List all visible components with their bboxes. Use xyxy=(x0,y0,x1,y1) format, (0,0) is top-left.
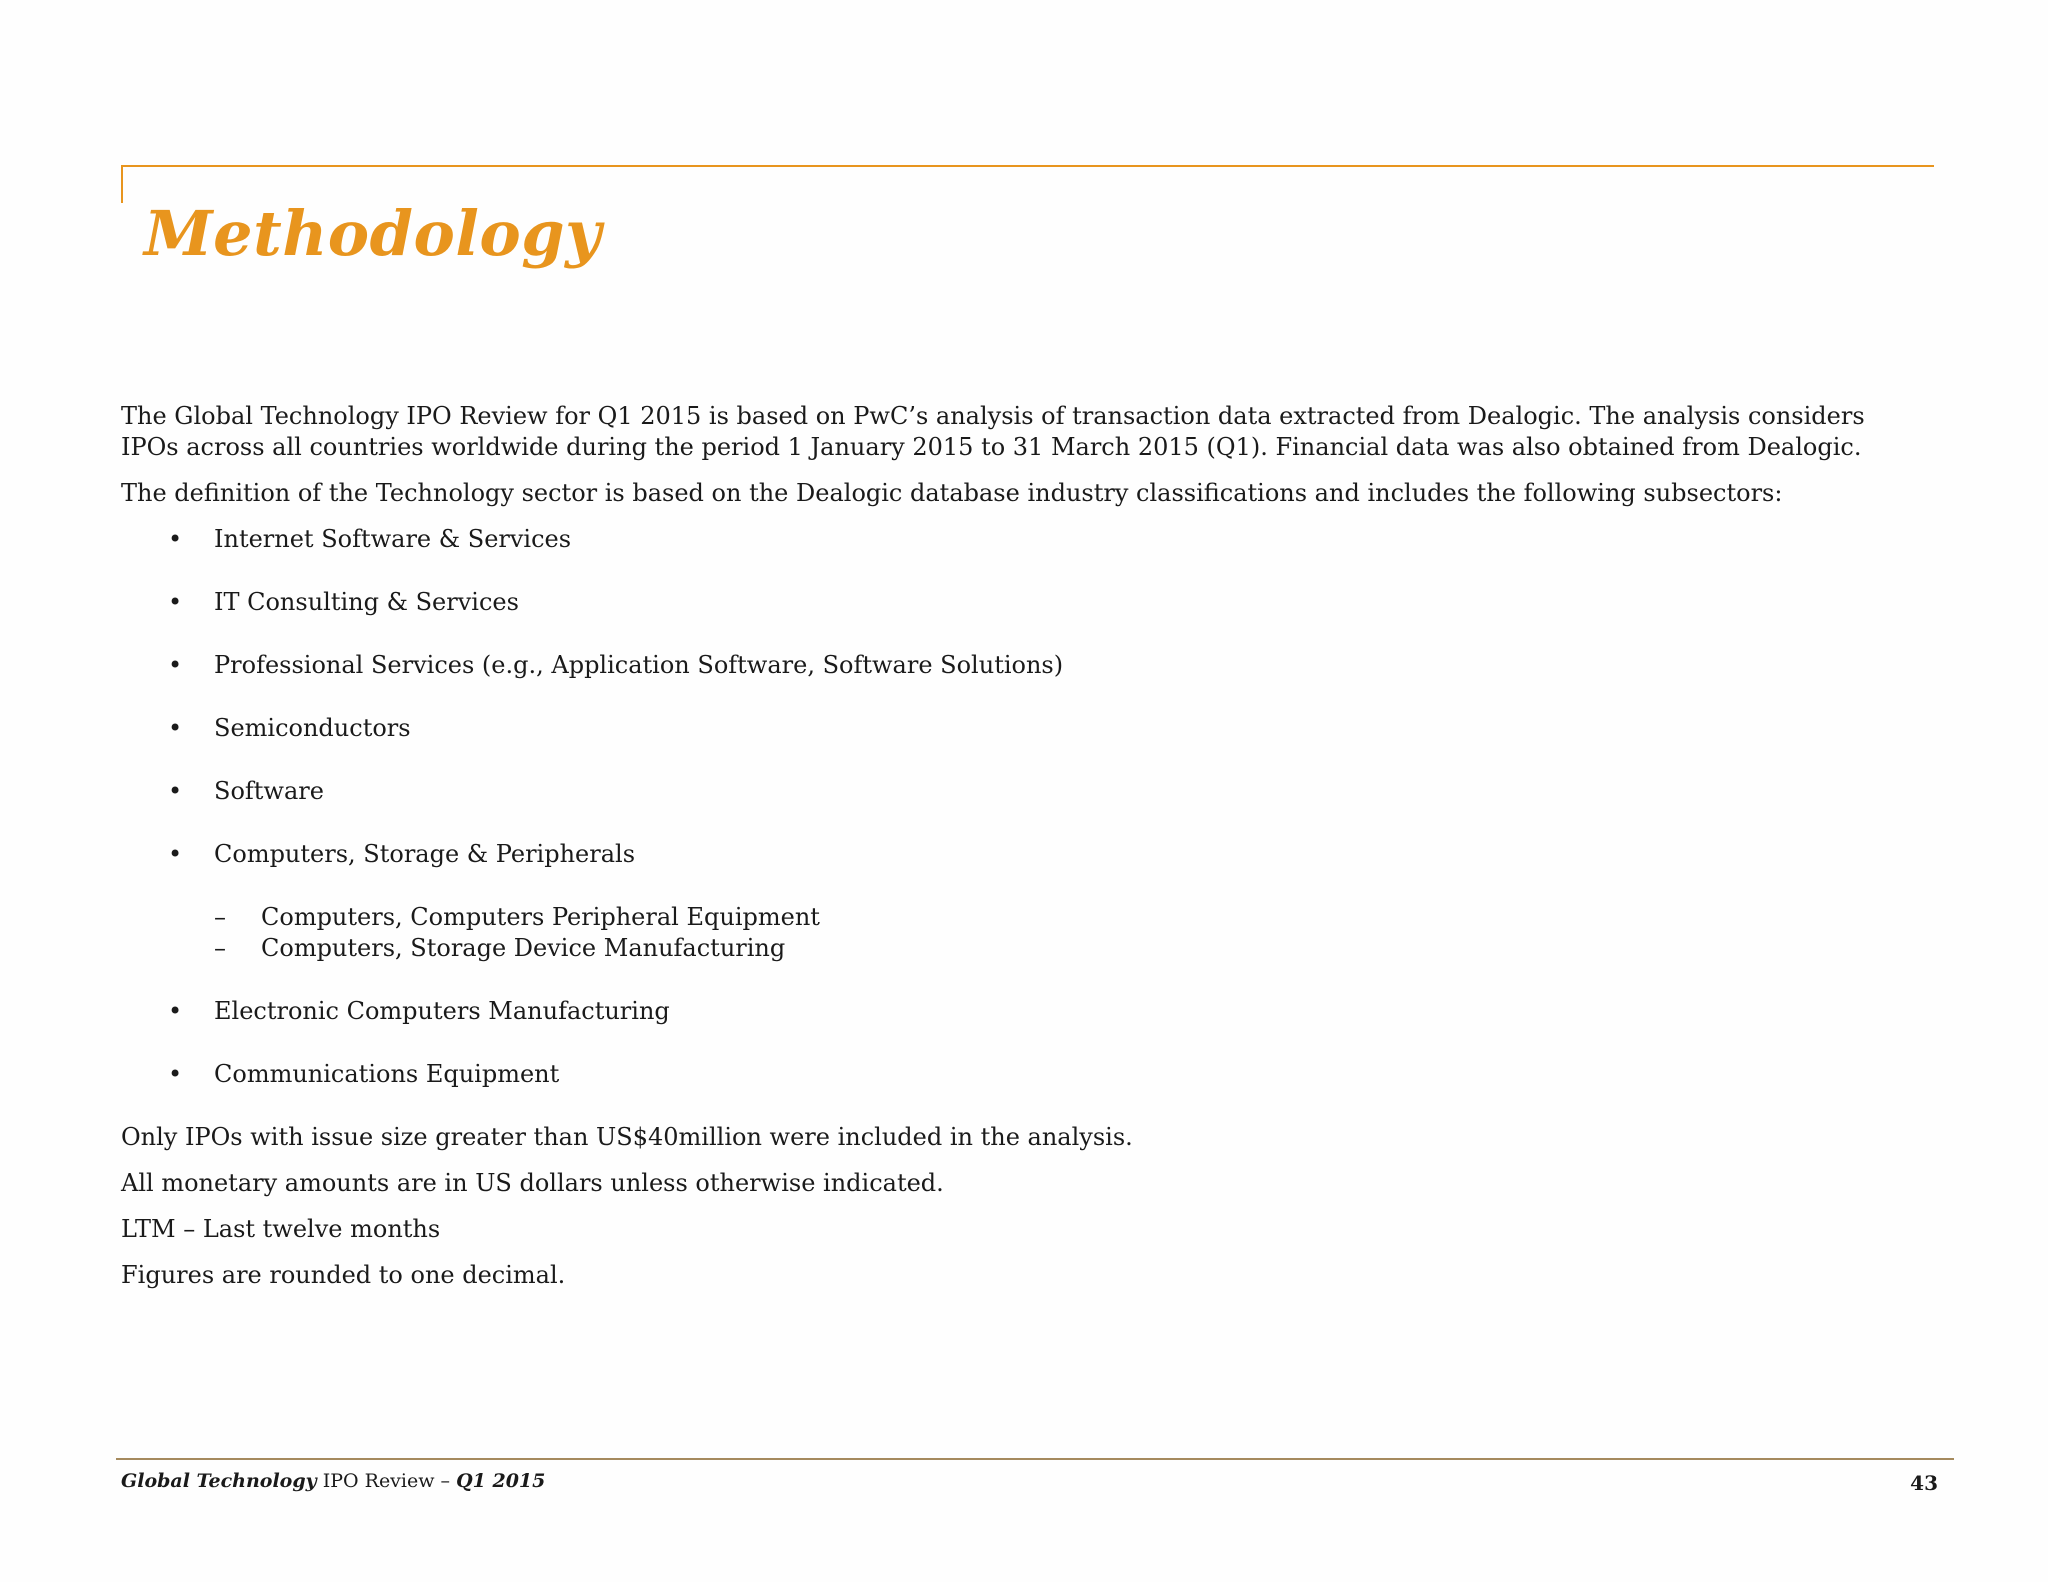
note-issue-size: Only IPOs with issue size greater than US$40million were included in the analysis. xyxy=(121,1123,1133,1151)
definition-paragraph: The definition of the Technology sector is based on the Dealogic database industry classifications and includes the following subsectors: xyxy=(121,479,1783,507)
list-item xyxy=(121,996,1921,1027)
sub-list-item xyxy=(121,933,1921,964)
intro-paragraph: The Global Technology IPO Review for Q1 2015 is based on PwC’s analysis of transaction data extracted from Dealogic. The analysis considers IPOs across all countries worldwide during the period 1 January 2015 to 31 March 2015 (Q1). Financial data was also obtained from Dealogic. xyxy=(121,402,1865,461)
list-item-label: IT Consulting & Services xyxy=(214,588,519,616)
page-title: Methodology xyxy=(144,197,602,270)
dash-icon: – xyxy=(214,903,226,931)
page-number: 43 xyxy=(1910,1471,1938,1495)
footer-rule xyxy=(116,1458,1954,1460)
list-item-label: Software xyxy=(214,777,324,805)
sub-list-item-label: Computers, Computers Peripheral Equipment xyxy=(261,903,820,931)
list-item xyxy=(121,713,1921,744)
footer-title-part3: Q1 2015 xyxy=(456,1470,546,1492)
footer-report-title xyxy=(121,1469,545,1493)
list-item xyxy=(121,839,1921,870)
subsector-list-continued xyxy=(121,996,1921,1090)
footer-title-part2: IPO Review – xyxy=(316,1470,457,1492)
list-item-label: Communications Equipment xyxy=(214,1060,560,1088)
subsector-list xyxy=(121,524,1921,870)
note-currency: All monetary amounts are in US dollars unless otherwise indicated. xyxy=(121,1169,944,1197)
list-item-label: Computers, Storage & Peripherals xyxy=(214,840,636,868)
note-rounding: Figures are rounded to one decimal. xyxy=(121,1261,566,1289)
bullet-icon: • xyxy=(168,997,183,1025)
dash-icon: – xyxy=(214,934,226,962)
bullet-icon: • xyxy=(168,1060,183,1088)
list-item-label: Semiconductors xyxy=(214,714,411,742)
bullet-icon: • xyxy=(168,588,183,616)
bullet-icon: • xyxy=(168,525,183,553)
header-rule-tick xyxy=(121,165,123,203)
list-item xyxy=(121,776,1921,807)
sub-list-item xyxy=(121,902,1921,933)
note-ltm: LTM – Last twelve months xyxy=(121,1215,441,1243)
header-rule xyxy=(121,165,1934,167)
bullet-icon: • xyxy=(168,651,183,679)
footer-title-part1: Global Technology xyxy=(121,1470,317,1492)
list-item-label: Electronic Computers Manufacturing xyxy=(214,997,670,1025)
sub-list-item-label: Computers, Storage Device Manufacturing xyxy=(261,934,786,962)
list-item xyxy=(121,650,1921,681)
list-item xyxy=(121,524,1921,555)
body-content xyxy=(121,401,1921,1306)
list-item xyxy=(121,587,1921,618)
bullet-icon: • xyxy=(168,777,183,805)
list-item-label: Professional Services (e.g., Application Software, Software Solutions) xyxy=(214,651,1064,679)
list-item xyxy=(121,1059,1921,1090)
bullet-icon: • xyxy=(168,840,183,868)
sub-list xyxy=(121,902,1921,964)
list-item-label: Internet Software & Services xyxy=(214,525,572,553)
bullet-icon: • xyxy=(168,714,183,742)
